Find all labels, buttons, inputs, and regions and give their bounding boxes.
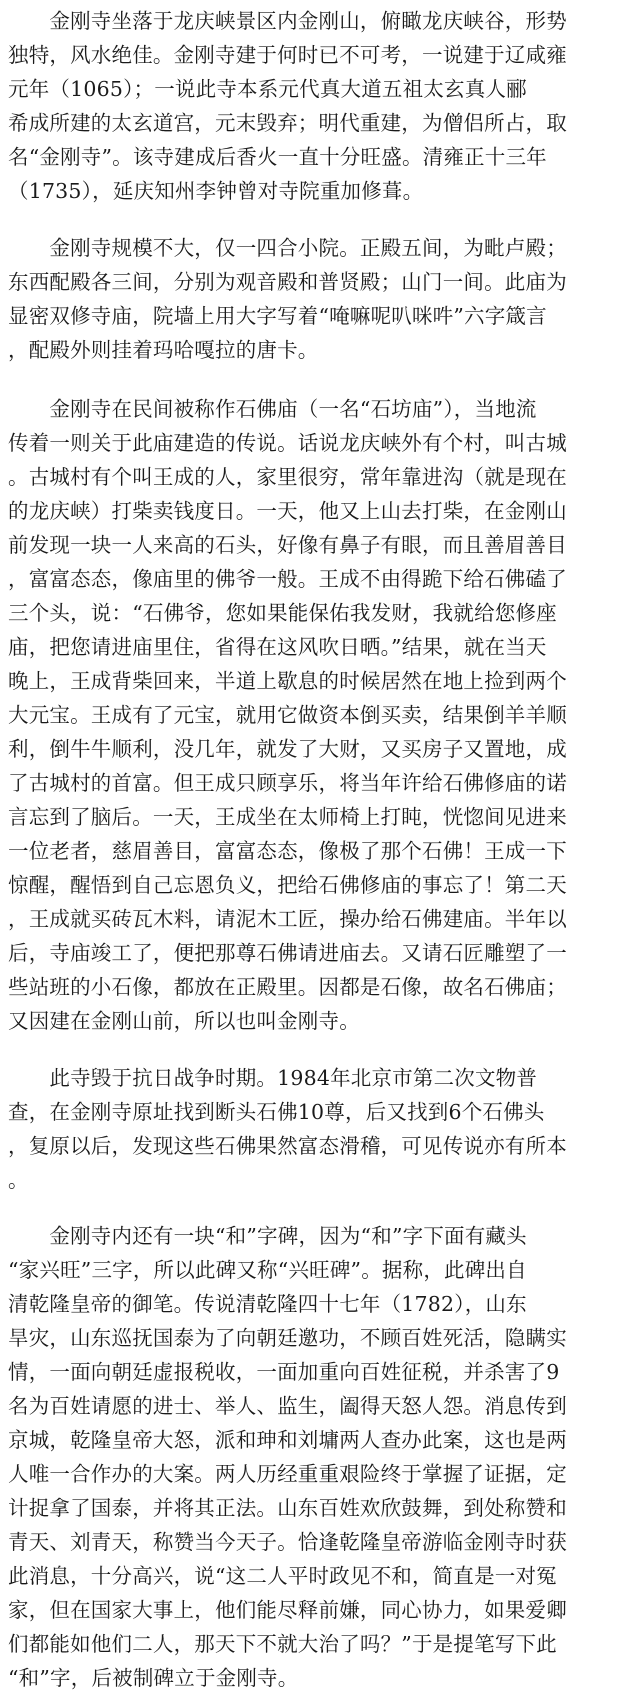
text-line: 惊醒，醒悟到自己忘恩负义，把给石佛修庙的事忘了！第二天 xyxy=(8,873,567,897)
text-line: 家，但在国家大事上，他们能尽释前嫌，同心协力，如果爱卿 xyxy=(8,1598,567,1622)
text-line: 言忘到了脑后。一天，王成坐在太师椅上打盹，恍惚间见进来 xyxy=(8,805,567,829)
text-line: 晚上，王成背柴回来，半道上歇息的时候居然在地上捡到两个 xyxy=(8,669,567,693)
text-line: 元年（1065）；一说此寺本系元代真大道五祖太玄真人郦 xyxy=(8,77,527,101)
text-line: 三个头，说：“石佛爷，您如果能保佑我发财，我就给您修座 xyxy=(8,601,557,625)
text-line: 庙，把您请进庙里住，省得在这风吹日晒。”结果，就在当天 xyxy=(8,635,547,659)
text-line: （1735），延庆知州李钟曾对寺院重加修葺。 xyxy=(8,179,424,203)
text-line: 金刚寺规模不大，仅一四合小院。正殿五间，为毗卢殿； xyxy=(8,236,567,260)
text-line: 清乾隆皇帝的御笔。传说清乾隆四十七年（1782），山东 xyxy=(8,1292,527,1316)
paragraph-he-stele xyxy=(8,1219,632,1695)
text-line: 们都能如他们二人，那天下不就大治了吗？”于是提笔写下此 xyxy=(8,1632,557,1656)
text-line: 了古城村的首富。但王成只顾享乐，将当年许给石佛修庙的诺 xyxy=(8,771,567,795)
text-line: 金刚寺内还有一块“和”字碑，因为“和”字下面有藏头 xyxy=(8,1224,527,1248)
text-line: 名“金刚寺”。该寺建成后香火一直十分旺盛。清雍正十三年 xyxy=(8,145,547,169)
text-line: 传着一则关于此庙建造的传说。话说龙庆峡外有个村，叫古城 xyxy=(8,431,567,455)
text-line: 金刚寺坐落于龙庆峡景区内金刚山，俯瞰龙庆峡谷，形势 xyxy=(8,9,567,33)
text-line: 此消息，十分高兴，说“这二人平时政见不和，简直是一对冤 xyxy=(8,1564,557,1588)
text-line: 大元宝。王成有了元宝，就用它做资本倒买卖，结果倒羊羊顺 xyxy=(8,703,567,727)
text-line: 京城，乾隆皇帝大怒，派和珅和刘墉两人查办此案，这也是两 xyxy=(8,1428,567,1452)
text-line: 又因建在金刚山前，所以也叫金刚寺。 xyxy=(8,1009,360,1033)
text-line: ，王成就买砖瓦木料，请泥木工匠，操办给石佛建庙。半年以 xyxy=(8,907,567,931)
text-line: 金刚寺在民间被称作石佛庙（一名“石坊庙”），当地流 xyxy=(8,397,537,421)
text-line: “和”字，后被制碑立于金刚寺。 xyxy=(8,1666,299,1690)
text-line: 计捉拿了国泰，并将其正法。山东百姓欢欣鼓舞，到处称赞和 xyxy=(8,1496,567,1520)
text-line: ，配殿外则挂着玛哈嘎拉的唐卡。 xyxy=(8,338,319,362)
paragraph-destruction-survey xyxy=(8,1061,632,1197)
text-line: ，富富态态，像庙里的佛爷一般。王成不由得跪下给石佛磕了 xyxy=(8,567,567,591)
paragraph-location-history xyxy=(8,4,632,208)
text-line: 人唯一合作办的大案。两人历经重重艰险终于掌握了证据，定 xyxy=(8,1462,567,1486)
text-line: 。 xyxy=(8,1168,29,1192)
text-line: 后，寺庙竣工了，便把那尊石佛请进庙去。又请石匠雕塑了一 xyxy=(8,941,567,965)
text-line: 前发现一块一人来高的石头，好像有鼻子有眼，而且善眉善目 xyxy=(8,533,567,557)
text-line: 的龙庆峡）打柴卖钱度日。一天，他又上山去打柴，在金刚山 xyxy=(8,499,567,523)
text-line: 此寺毁于抗日战争时期。1984年北京市第二次文物普 xyxy=(8,1066,538,1090)
text-line: 名为百姓请愿的进士、举人、监生，阖得天怒人怨。消息传到 xyxy=(8,1394,567,1418)
text-line: 显密双修寺庙，院墙上用大字写着“唵嘛呢叭咪吽”六字箴言 xyxy=(8,304,547,328)
text-line: 希成所建的太玄道宫，元末毁弃；明代重建，为僧侣所占，取 xyxy=(8,111,567,135)
text-line: 青天、刘青天，称赞当今天子。恰逢乾隆皇帝游临金刚寺时获 xyxy=(8,1530,567,1554)
text-line: 独特，风水绝佳。金刚寺建于何时已不可考，一说建于辽咸雍 xyxy=(8,43,567,67)
text-line: 利，倒牛牛顺利，没几年，就发了大财，又买房子又置地，成 xyxy=(8,737,567,761)
text-line: 情，一面向朝廷虚报税收，一面加重向百姓征税，并杀害了9 xyxy=(8,1360,560,1384)
paragraph-stone-buddha-legend xyxy=(8,392,632,1038)
text-line: 些站班的小石像，都放在正殿里。因都是石像，故名石佛庙； xyxy=(8,975,567,999)
text-line: 。古城村有个叫王成的人，家里很穷，常年靠进沟（就是现在 xyxy=(8,465,567,489)
text-line: ，复原以后，发现这些石佛果然富态滑稽，可见传说亦有所本 xyxy=(8,1134,567,1158)
text-line: “家兴旺”三字，所以此碑又称“兴旺碑”。据称，此碑出自 xyxy=(8,1258,527,1282)
text-line: 一位老者，慈眉善目，富富态态，像极了那个石佛！王成一下 xyxy=(8,839,567,863)
paragraph-temple-layout xyxy=(8,231,632,367)
text-line: 查，在金刚寺原址找到断头石佛10尊，后又找到6个石佛头 xyxy=(8,1100,545,1124)
text-line: 旱灾，山东巡抚国泰为了向朝廷邀功，不顾百姓死活，隐瞒实 xyxy=(8,1326,567,1350)
text-line: 东西配殿各三间，分别为观音殿和普贤殿；山门一间。此庙为 xyxy=(8,270,567,294)
